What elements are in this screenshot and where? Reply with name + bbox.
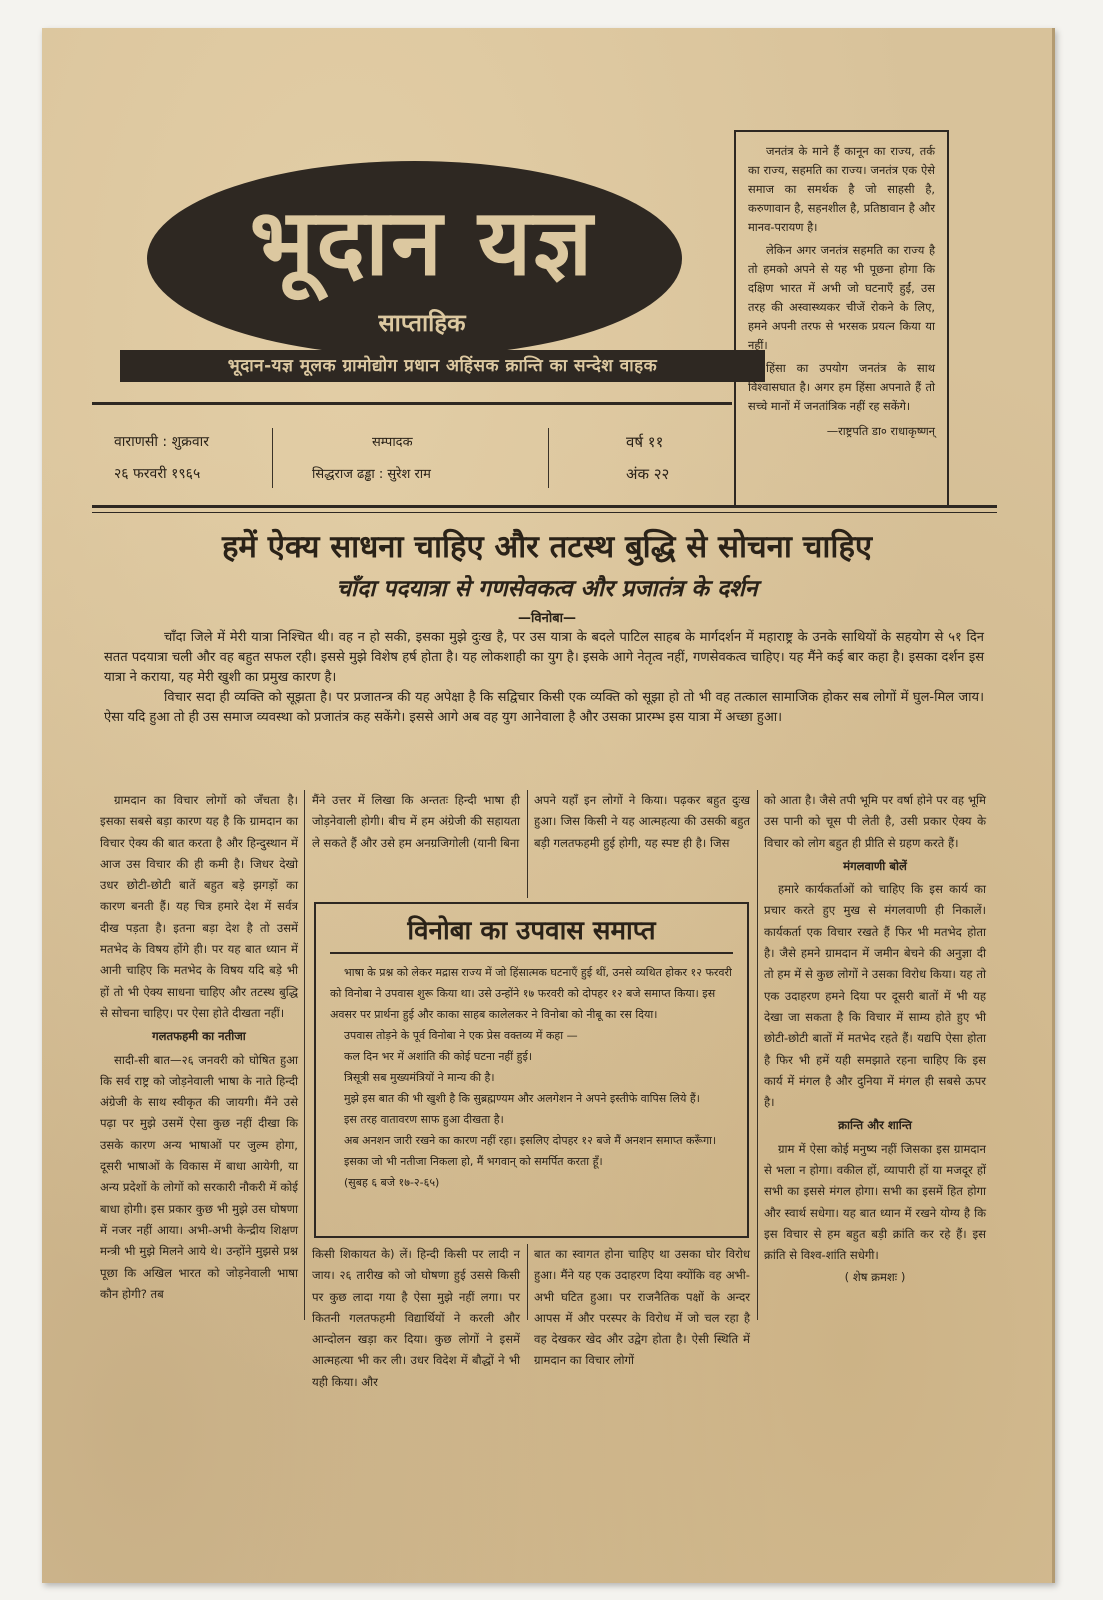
column-divider [527,790,528,898]
quote-paragraph: हिंसा का उपयोग जनतंत्र के साथ विश्वासघात है। अगर हम हिंसा अपनाते हैं तो सच्चे मानों में जनतांत्रिक नहीं रह सकेंगे। [748,361,935,413]
column-subheading: मंगलवाणी बोलें [843,858,907,873]
article-subheadline: चाँदा पदयात्रा से गणसेवकत्व और प्रजातंत्र के दर्शन [336,576,758,602]
dateline-bottom-rule-thin [92,512,997,513]
masthead-tagline: भूदान-यज्ञ मूलक ग्रामोद्योग प्रधान अहिंसक क्रान्ति का सन्देश वाहक [120,350,765,382]
column-paragraph: ग्राम में ऐसा कोई मनुष्य नहीं जिसका इस ग्रामदान से भला न होगा। वकील हों, व्यापारी हों या मजदूर हों सभी का इससे मंगल होगा। सभी का इसमें हित होगा और स्वार्थ सधेगा। यह बात ध्यान में रखने योग्य है कि इस विचार से हम बहुत बड़ी क्रांति कर रहे हैं। इस क्रांति से विश्व-शांति सधेगी। [764,1141,986,1263]
dateline-divider [548,428,549,488]
editors: सिद्धराज ढड्ढा : सुरेश राम [312,467,431,482]
inset-line: त्रिसूत्री सब मुख्यमंत्रियों ने मान्य की है। [344,1071,495,1084]
quote-paragraph: लेकिन अगर जनतंत्र सहमति का राज्य है तो हमको अपने से यह भी पूछना होगा कि दक्षिण भारत में अभी जो घटनाएँ हुईं, उस तरह की अस्वास्थ्यकर चीजें रोकने के लिए, हमने अपनी तरफ से भरसक प्रयत्न किया या नहीं। [748,243,935,352]
editor-label: सम्पादक [372,435,413,450]
column-paragraph: अपने यहाँ इन लोगों ने किया। पढ़कर बहुत दुःख हुआ। जिस किसी ने यह आत्महत्या की उसकी बहुत बड़ी गलतफहमी हुई होगी, यह स्पष्ट ही है। जिस [534,793,750,850]
inset-title: विनोबा का उपवास समाप्त [330,914,733,954]
inset-line: मुझे इस बात की भी खुशी है कि सुब्रह्मण्यम और अलगेशन ने अपने इस्तीफे वापिस लिये हैं। [344,1092,700,1105]
column-divider [304,790,305,1320]
column-subheading: क्रान्ति और शान्ति [838,1118,912,1133]
quote-author: —राष्ट्रपति डा० राधाकृष्णन् [826,424,935,438]
masthead-frequency: साप्ताहिक [378,309,466,337]
article-column-3-bottom [534,1244,750,1372]
inset-line: इस तरह वातावरण साफ हुआ दीखता है। [344,1113,504,1126]
dateline-divider [272,428,273,488]
fast-ended-box [314,902,749,1238]
column-paragraph: हमारे कार्यकर्ताओं को चाहिए कि इस कार्य का प्रचार करते हुए मुख से मंगलवाणी ही निकालें। कार्यकर्ता एक विचार रखते हैं फिर भी मतभेद होता है। जैसे हमने ग्रामदान में जमीन बेचने की अनुज्ञा दी तो हम में से कुछ लोगों ने उसका विरोध किया। यह तो एक उदाहरण हमने दिया पर दूसरी बातों में भी यह देखा जा सकता है कि विचार में साम्य होते हुए भी छोटी-छोटी बातों में मतभेद रहते हैं। यद्यपि ऐसा होता है फिर भी हमें यही समझाते रहना चाहिए कि इस कार्य में मंगल है और दुनिया में मंगल ही सबसे ऊपर है। [764,882,986,1110]
inset-line: इसका जो भी नतीजा निकला हो, मैं भगवान् को समर्पित करता हूँ। [344,1155,603,1168]
article-column-2-top [312,790,520,854]
issue-number: अंक २२ [626,465,670,483]
inset-line: अब अनशन जारी रखने का कारण नहीं रहा। इसलिए दोपहर १२ बजे मैं अनशन समाप्त करूँगा। [344,1134,717,1147]
column-paragraph: किसी शिकायत के) लें। हिन्दी किसी पर लादी न जाय। २६ तारीख को जो घोषणा हुई उससे किसी पर कुछ लादा गया है ऐसा मुझे नहीं लगा। पर कितनी गलतफहमी विद्यार्थियों ने करली और आन्दोलन खड़ा कर दिया। कुछ लोगों ने इसमें आत्महत्या भी कर ली। उधर विदेश में बौद्धों ने भी यही किया। और [312,1247,520,1389]
column-divider [757,790,758,1320]
president-quote-box [734,130,949,508]
dateline-date: २६ फरवरी १९६५ [114,466,201,482]
continued-note: ( शेष क्रमशः ) [844,1269,906,1284]
dateline-place-day: वाराणसी : शुक्रवार [114,434,209,450]
volume-year: वर्ष ११ [626,433,664,451]
lead-paragraph: विचार सदा ही व्यक्ति को सूझता है। पर प्रजातन्त्र की यह अपेक्षा है कि सद्विचार किसी एक व्यक्ति को सूझा हो तो भी वह तत्काल सामाजिक होकर सब लोगों में घुल-मिल जाय। ऐसा यदि हुआ तो ही उस समाज व्यवस्था को प्रजातंत्र कह सकेंगे। इससे आगे अब वह युग आनेवाला है और उसका प्रारम्भ इस यात्रा में अच्छा हुआ। [104,690,984,725]
article-column-3-top [534,790,750,854]
article-column-2-bottom [312,1244,520,1393]
article-byline: —विनोबा— [518,611,576,626]
inset-line: कल दिन भर में अशांति की कोई घटना नहीं हुई। [344,1050,533,1063]
dateline-top-rule [92,402,732,405]
quote-paragraph: जनतंत्र के माने हैं कानून का राज्य, तर्क का राज्य, सहमति का राज्य। जनतंत्र एक ऐसे समाज का समर्थक है जो साहसी है, करुणावान है, सहनशील है, प्रतिष्ठावान है और मानव-परायण है। [748,144,935,234]
article-lead [104,628,984,728]
column-paragraph: को आता है। जैसे तपी भूमि पर वर्षा होने पर वह भूमि उस पानी को चूस पी लेती है, उसी प्रकार ऐक्य के विचार को लोग बहुत ही प्रीति से ग्रहण करते हैं। [764,793,986,850]
article-column-4 [764,790,986,1288]
column-subheading: गलतफहमी का नतीजा [152,1029,246,1044]
newspaper-page [42,28,1055,1583]
inset-statement-intro: उपवास तोड़ने के पूर्व विनोबा ने एक प्रेस वक्तव्य में कहा — [344,1029,578,1042]
article-column-1 [100,790,298,1305]
column-divider [527,1244,528,1320]
masthead-title: भूदान यज्ञ [249,189,595,296]
inset-intro: भाषा के प्रश्न को लेकर मद्रास राज्य में जो हिंसात्मक घटनाएँ हुई थीं, उनसे व्यथित होकर १२ फरवरी को विनोबा ने उपवास शुरू किया था। उसे उन्होंने १७ फरवरी को दोपहर १२ बजे समाप्त किया। इस अवसर पर प्रार्थना हुई और काका साहब कालेलकर ने विनोबा को नीबू का रस दिया। [330,966,732,1021]
column-paragraph: सादी-सी बात—२६ जनवरी को घोषित हुआ कि सर्व राष्ट्र को जोड़नेवाली भाषा के नाते हिन्दी अंग्रेजी के साथ स्वीकृत की जायगी। मैंने उसे पढ़ा पर मुझे उसमें ऐसा कुछ नहीं दीखा कि उसके कारण अन्य भाषाओं पर जुल्म होगा, दूसरी भाषाओं के विकास में बाधा आयेगी, या अन्य प्रदेशों के लोगों को सरकारी नौकरी में कोई बाधा होगी। इस प्रकार कुछ भी मुझे उस घोषणा में नजर नहीं आया। अभी-अभी केन्द्रीय शिक्षण मन्त्री भी मुझे मिलने आये थे। उन्होंने मुझसे प्रश्न पूछा कि अखिल भारत को जोड़नेवाली भाषा कौन होगी? तब [100,1052,298,1301]
inset-signoff: (सुबह ६ बजे १७-२-६५) [344,1176,440,1189]
column-paragraph: मैंने उत्तर में लिखा कि अन्ततः हिन्दी भाषा ही जोड़नेवाली होगी। बीच में हम अंग्रेजी की सहायता ले सकते हैं और उसे हम अनग्रजिगोली (यानी बिना [312,793,520,850]
column-paragraph: ग्रामदान का विचार लोगों को जँचता है। इसका सबसे बड़ा कारण यह है कि ग्रामदान का विचार ऐक्य की बात करता है और हिन्दुस्थान में आज उस विचार की ही कमी है। जिधर देखो उधर छोटी-छोटी बातें बहुत बड़े झगड़ों का कारण बनती हैं। यह चित्र हमारे देश में सर्वत्र दीख पड़ता है। इतना बड़ा देश है तो उसमें मतभेद के विषय होंगे ही। पर यह बात ध्यान में आनी चाहिए कि मतभेद के विषय यदि बड़े भी हों तो भी ऐक्य साधना चाहिए और तटस्थ बुद्धि से सोचना चाहिए। पर ऐसा होते दीखता नहीं। [100,793,298,1020]
article-headline: हमें ऐक्य साधना चाहिए और तटस्थ बुद्धि से सोचना चाहिए [221,529,873,565]
lead-paragraph: चाँदा जिले में मेरी यात्रा निश्चित थी। वह न हो सकी, इसका मुझे दुःख है, पर उस यात्रा के बदले पाटिल साहब के मार्गदर्शन में महाराष्ट्र के उनके साथियों के सहयोग से ५१ दिन सतत पदयात्रा चली और वह बहुत सफल रही। इससे मुझे विशेष हर्ष होता है। यह लोकशाही का युग है। इसके आगे नेतृत्व नहीं, गणसेवकत्व चाहिए। यह मैंने कई बार कहा है। इसका दर्शन इस यात्रा ने कराया, यह मेरी खुशी का प्रमुख कारण है। [104,630,984,685]
column-paragraph: बात का स्वागत होना चाहिए था उसका घोर विरोध हुआ। मैंने यह एक उदाहरण दिया क्योंकि वह अभी-अभी घटित हुआ। पर राजनैतिक पक्षों के अन्दर आपस में और परस्पर के विरोध में जो चल रहा है वह देखकर खेद और उद्वेग होता है। ऐसी स्थिति में ग्रामदान का विचार लोगों [534,1247,750,1368]
